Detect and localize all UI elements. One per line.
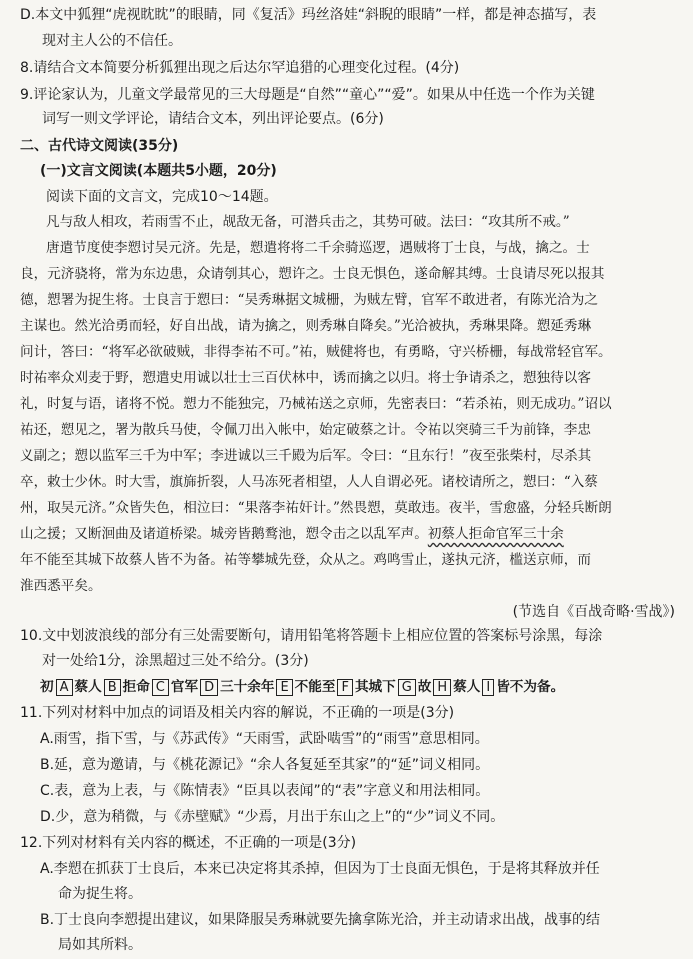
question-10-line1: 10.文中划波浪线的部分有三处需要断句，请用铅笔将答题卡上相应位置的答案标号涂黑，每涂 xyxy=(20,628,603,644)
passage-line: 问计，答曰：“将军必欲破贼，非得李祐不可。”祐，贼健将也，有勇略，守兴桥栅，每战常轻官军。 xyxy=(20,344,612,360)
break-label-e[interactable]: E xyxy=(276,679,292,696)
break-label-a[interactable]: A xyxy=(56,679,73,696)
question-10-line2: 对一处给1分，涂黑超过三处不给分。(3分) xyxy=(42,653,309,669)
q12-option-b-line2[interactable]: 局如其所料。 xyxy=(58,937,142,953)
passage-line: 良，元济骁将，常为东边患，众请刳其心，愬许之。士良无惧色，遂命解其缚。士良请尽死以报其 xyxy=(20,266,605,282)
segment-text: 三十余年 xyxy=(220,679,275,695)
q11-option-d[interactable]: D.少，意为稍微，与《赤壁赋》“少焉，月出于东山之上”的“少”词义不同。 xyxy=(40,809,505,825)
wavy-underlined-head: 初蔡人拒命官军三十余 xyxy=(427,526,564,542)
subsection-title: (一)文言文阅读(本题共5小题，20分) xyxy=(40,163,277,179)
passage-line: 唐遣节度使李愬讨吴元济。先是，愬遣将将二千余骑巡逻，遇贼将丁士良，与战，擒之。士 xyxy=(46,240,590,256)
break-label-f[interactable]: F xyxy=(337,679,352,696)
passage-line: 德，愬署为捉生将。士良言于愬曰：“吴秀琳据文城栅，为贼左臂，官军不敢进者，有陈光洽为之 xyxy=(20,292,598,308)
passage-line: 主谋也。然光洽勇而轻，好自出战，请为擒之，则秀琳自降矣。”光洽被执，秀琳果降。愬延秀琳 xyxy=(20,318,592,334)
segment-text: 其城下 xyxy=(354,679,396,695)
segment-text: 初 xyxy=(40,679,54,695)
segment-text: 拒命 xyxy=(122,679,150,695)
break-label-b[interactable]: B xyxy=(104,679,121,696)
q10-segmented-sentence xyxy=(40,678,564,696)
question-8: 8.请结合文本简要分析狐狸出现之后达尔罕追猎的心理变化过程。(4分) xyxy=(20,60,460,76)
break-label-g[interactable]: G xyxy=(398,679,416,696)
passage-line: 时祐率众刈麦于野，愬遣史用诚以壮士三百伏林中，诱而擒之以归。将士争请杀之，愬独待以客 xyxy=(20,370,591,386)
question-11-stem: 11.下列对材料中加点的词语及相关内容的解说，不正确的一项是(3分) xyxy=(20,705,455,721)
segment-text: 故 xyxy=(417,679,432,695)
segment-text: 官军 xyxy=(170,679,199,695)
q12-option-a-line1[interactable]: A.李愬在抓获丁士良后，本来已决定将其杀掉，但因为丁士良面无惧色，于是将其释放并任 xyxy=(40,861,600,877)
passage-line: 祐还，愬见之，署为散兵马使，令佩刀出入帐中，始定破蔡之计。令祐以突骑三千为前锋，李忠 xyxy=(20,422,591,438)
passage-line: 州，取吴元济。”众皆失色，相泣曰：“果落李祐奸计。”然畏愬，莫敢违。夜半，雪愈盛，分轻兵断朗 xyxy=(20,500,612,516)
break-label-i[interactable]: I xyxy=(482,679,494,696)
passage-line-text: 年不能至其城下故蔡人皆不为备。祐等攀城先登，众从之。鸡鸣雪止，遂执元济，槛送京师，而 xyxy=(20,552,591,568)
passage-line: 卒，敕士少休。时大雪，旗旆折裂，人马冻死者相望，人人自谓必死。诸校请所之，愬曰：“入蔡 xyxy=(20,474,598,490)
segment-text: 蔡人 xyxy=(74,679,102,695)
break-label-h[interactable]: H xyxy=(433,679,451,696)
passage-line-wavy xyxy=(20,551,591,569)
question-9-line1: 9.评论家认为，儿童文学最常见的三大母题是“自然”“童心”“爱”。如果从中任选一个作为关键 xyxy=(20,87,595,103)
break-label-d[interactable]: D xyxy=(200,679,218,696)
passage-line-with-wavy-start xyxy=(20,525,564,543)
passage-line-text: 山之援；又断洄曲及诸道桥梁。城旁皆鹅鹜池，愬令击之以乱军声。 xyxy=(20,526,428,542)
passage-source: (节选自《百战奇略·雪战》) xyxy=(512,604,675,620)
q11-option-b[interactable]: B.延，意为邀请，与《桃花源记》“余人各复延至其家”的“延”词义相同。 xyxy=(40,757,490,773)
q11-option-a[interactable]: A.雨雪，指下雪，与《苏武传》“天雨雪，武卧啮雪”的“雨雪”意思相同。 xyxy=(40,731,489,747)
question-9-line2: 词写一则文学评论，请结合文本，列出评论要点。(6分) xyxy=(42,111,384,127)
q11-option-c[interactable]: C.表，意为上表，与《陈情表》“臣具以表闻”的“表”字意义和用法相同。 xyxy=(40,783,490,799)
q12-option-b-line1[interactable]: B.丁士良向李愬提出建议，如果降服吴秀琳就要先擒拿陈光洽，并主动请求出战，战事的结 xyxy=(40,912,601,928)
passage-line: 凡与敌人相攻，若雨雪不止，觇敌无备，可潜兵击之，其势可破。法曰：“攻其所不戒。” xyxy=(46,214,570,230)
q9-option-d-line2: 现对主人公的不信任。 xyxy=(42,33,182,49)
passage-line: 义副之；愬以监军三千为中军；李进诚以三千殿为后军。令曰：“且东行！”夜至张柴村，尽杀其 xyxy=(20,448,592,464)
q9-option-d-line1: D.本文中狐狸“虎视眈眈”的眼睛，同《复活》玛丝洛娃“斜睨的眼睛”一样，都是神态描写，表 xyxy=(20,7,597,23)
segment-text: 皆不为备。 xyxy=(496,679,565,695)
passage-line: 礼，时复与语，诸将不悦。愬力不能独完，乃械祐送之京师，先密表曰：“若杀祐，则无成功。”诏以 xyxy=(20,396,612,412)
q12-option-a-line2[interactable]: 命为捉生将。 xyxy=(58,886,142,902)
segment-text: 蔡人 xyxy=(453,679,481,695)
break-label-c[interactable]: C xyxy=(152,679,169,696)
reading-instruction: 阅读下面的文言文，完成10～14题。 xyxy=(46,189,278,205)
section-title: 二、古代诗文阅读(35分) xyxy=(20,138,179,154)
passage-line: 淮西悉平矣。 xyxy=(20,578,102,594)
question-12-stem: 12.下列对材料有关内容的概述，不正确的一项是(3分) xyxy=(20,835,357,851)
segment-text: 不能至 xyxy=(294,679,336,695)
